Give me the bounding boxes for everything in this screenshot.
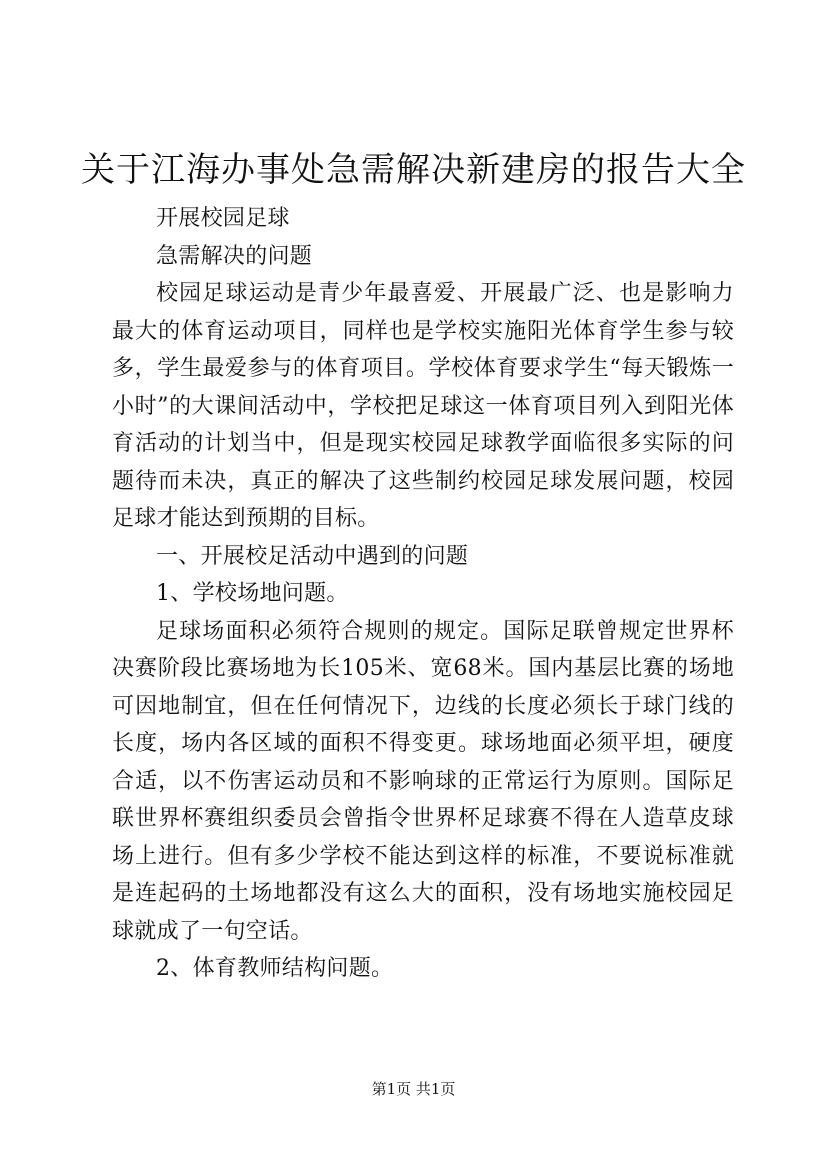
page-footer: 第1页 共1页 (371, 1080, 456, 1098)
section-heading-1: 一、开展校足活动中遇到的问题 (156, 543, 469, 569)
document-body (112, 200, 734, 988)
paragraph-heading-2: 急需解决的问题 (156, 243, 313, 269)
subsection-heading-2: 2、体育教师结构问题。 (156, 956, 394, 981)
paragraph-heading-1: 开展校园足球 (156, 206, 290, 231)
document-title: 关于江海办事处急需解决新建房的报告大全 (81, 150, 746, 190)
paragraph-field-requirements: 足球场面积必须符合规则的规定。国际足联曾规定世界杯决赛阶段比赛场地为长105米、宽68米。国内基层比赛的场地可因地制宜，但在任何情况下，边线的长度必须长于球门线的长度，场内各区域的面积不得变更。球场地面必须平坦，硬度合适，以不伤害运动员和不影响球的正常运行为原则。国际足联世界杯赛组织委员会曾指令世界杯足球赛不得在人造草皮球场上进行。但有多少学校不能达到这样的标准，不要说标准就是连起码的土场地都没有这么大的面积，没有场地实施校园足球就成了一句空话。 (112, 618, 734, 944)
subsection-heading-1: 1、学校场地问题。 (156, 581, 349, 606)
paragraph-intro: 校园足球运动是青少年最喜爱、开展最广泛、也是影响力最大的体育运动项目，同样也是学校实施阳光体育学生参与较多，学生最爱参与的体育项目。学校体育要求学生“每天锻炼一小时”的大课间活动中，学校把足球这一体育项目列入到阳光体育活动的计划当中，但是现实校园足球教学面临很多实际的问题待而未决，真正的解决了这些制约校园足球发展问题，校园足球才能达到预期的目标。 (112, 281, 734, 531)
